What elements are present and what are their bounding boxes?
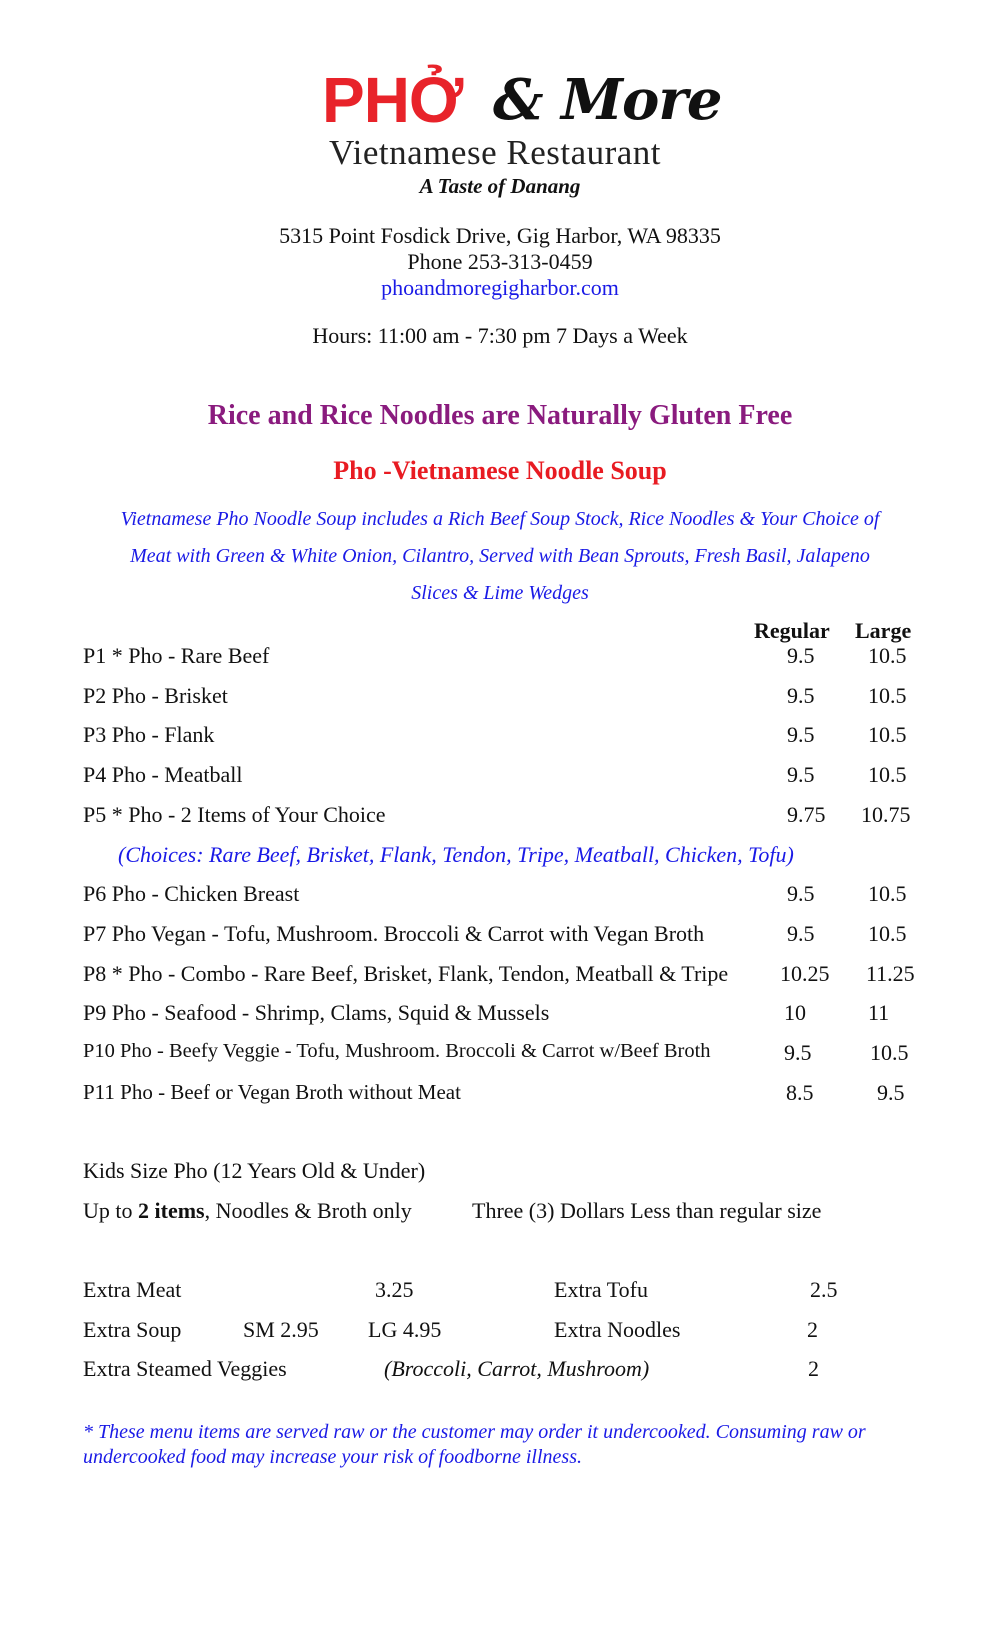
price-regular: 9.5 [787,881,815,906]
menu-item-name: P3 Pho - Flank [83,722,215,747]
price-regular: 9.75 [787,802,826,827]
menu-item-name: P4 Pho - Meatball [83,762,243,787]
menu-item-name: P2 Pho - Brisket [83,683,228,708]
extra-noodles-price: 2 [807,1317,818,1342]
address: 5315 Point Fosdick Drive, Gig Harbor, WA 98335 [279,223,721,248]
menu-item-name: P9 Pho - Seafood - Shrimp, Clams, Squid & Mussels [83,1000,550,1025]
menu-item-row [0,802,1000,832]
extra-soup-label: Extra Soup [83,1317,182,1342]
extra-tofu-price: 2.5 [810,1277,838,1302]
section-title: Pho -Vietnamese Noodle Soup [333,456,667,485]
extra-meat-label: Extra Meat [83,1277,182,1302]
price-large: 10.5 [868,683,907,708]
menu-item-row [0,1080,1000,1110]
menu-item-row [0,961,1000,991]
price-large: 10.75 [861,802,911,827]
extra-soup-large-price: LG 4.95 [368,1317,442,1342]
menu-item-name: P5 * Pho - 2 Items of Your Choice [83,802,386,827]
kids-size-title: Kids Size Pho (12 Years Old & Under) [83,1158,426,1183]
price-regular: 9.5 [787,921,815,946]
price-large: 9.5 [877,1080,905,1105]
website-link[interactable]: phoandmoregigharbor.com [381,275,619,300]
column-header-regular: Regular [754,618,830,643]
menu-item-row [0,1000,1000,1030]
extra-tofu-label: Extra Tofu [554,1277,648,1302]
opening-hours: Hours: 11:00 am - 7:30 pm 7 Days a Week [312,323,688,348]
logo-subtitle: Vietnamese Restaurant [329,133,662,172]
menu-item-name: P8 * Pho - Combo - Rare Beef, Brisket, Flank, Tendon, Meatball & Tripe [83,961,729,986]
section-description-line: Meat with Green & White Onion, Cilantro, Served with Bean Sprouts, Fresh Basil, Jalapeno [130,545,870,567]
menu-item-row [0,1040,1000,1070]
menu-item-row [0,762,1000,792]
extra-veggies-label: Extra Steamed Veggies [83,1356,287,1381]
kids-size-price-note: Three (3) Dollars Less than regular size [472,1198,822,1223]
menu-item-name: P6 Pho - Chicken Breast [83,881,300,906]
phone-number: Phone 253-313-0459 [407,249,593,274]
section-description-line: Slices & Lime Wedges [411,582,589,604]
price-regular: 9.5 [784,1040,812,1065]
price-large: 10.5 [870,1040,909,1065]
tagline: A Taste of Danang [419,174,581,198]
column-header-large: Large [855,618,912,643]
price-regular: 10 [784,1000,806,1025]
price-large: 11.25 [866,961,915,986]
kids-items-count: 2 items [138,1198,205,1223]
price-large: 10.5 [868,643,907,668]
kids-items-prefix: Up to [83,1198,138,1223]
raw-food-warning: * These menu items are served raw or the customer may order it undercooked. Consuming raw or undercooked food may increase your risk of foodborne illness. [83,1421,866,1468]
menu-item-name: P7 Pho Vegan - Tofu, Mushroom. Broccoli & Carrot with Vegan Broth [83,921,705,946]
price-regular: 8.5 [786,1080,814,1105]
menu-item-row [0,881,1000,911]
section-description-line: Vietnamese Pho Noodle Soup includes a Rich Beef Soup Stock, Rice Noodles & Your Choice of [120,508,880,530]
price-large: 11 [868,1000,890,1025]
extra-veggies-note: (Broccoli, Carrot, Mushroom) [384,1356,650,1381]
menu-item-row [0,722,1000,752]
extra-soup-small-price: SM 2.95 [243,1317,319,1342]
menu-item-name: P11 Pho - Beef or Vegan Broth without Meat [83,1080,461,1104]
choices-note: (Choices: Rare Beef, Brisket, Flank, Tendon, Tripe, Meatball, Chicken, Tofu) [118,842,794,867]
extra-meat-price: 3.25 [375,1277,414,1302]
extra-veggies-price: 2 [808,1356,819,1381]
price-large: 10.5 [868,921,907,946]
menu-item-row [0,921,1000,951]
extra-noodles-label: Extra Noodles [554,1317,681,1342]
menu-item-name: P1 * Pho - Rare Beef [83,643,270,668]
price-regular: 9.5 [787,762,815,787]
menu-item-row [0,643,1000,673]
kids-size-items [83,1198,412,1224]
price-regular: 9.5 [787,643,815,668]
logo-more-text: & More [493,67,722,133]
price-regular: 9.5 [787,722,815,747]
price-regular: 9.5 [787,683,815,708]
gluten-free-note: Rice and Rice Noodles are Naturally Gluten Free [207,400,793,431]
price-large: 10.5 [868,762,907,787]
price-large: 10.5 [868,722,907,747]
menu-item-row [0,683,1000,713]
kids-items-suffix: , Noodles & Broth only [204,1198,412,1223]
price-regular: 10.25 [780,961,830,986]
logo-pho-text: PHỞ [322,64,463,136]
price-large: 10.5 [868,881,907,906]
menu-item-name: P10 Pho - Beefy Veggie - Tofu, Mushroom. Broccoli & Carrot w/Beef Broth [83,1040,711,1062]
